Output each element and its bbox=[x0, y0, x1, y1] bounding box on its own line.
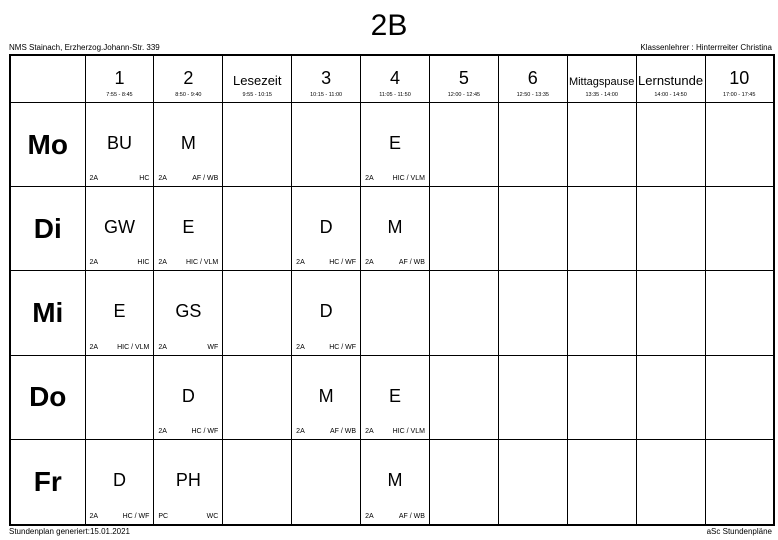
period-time: 13:35 - 14:00 bbox=[585, 92, 618, 98]
timetable-cell bbox=[154, 439, 223, 525]
period-header bbox=[705, 55, 774, 103]
period-header bbox=[154, 55, 223, 103]
lesson-subject: E bbox=[389, 385, 402, 406]
timetable-cell bbox=[636, 103, 705, 187]
day-label: Fr bbox=[10, 439, 85, 525]
lesson-class: 2A bbox=[158, 259, 167, 267]
lesson-teacher: HC bbox=[139, 175, 150, 183]
lesson-card bbox=[361, 187, 429, 270]
timetable-cell bbox=[429, 103, 498, 187]
day-label: Mo bbox=[10, 103, 85, 187]
lesson-teacher: WF bbox=[207, 343, 219, 351]
period-label: Lernstunde bbox=[638, 73, 704, 88]
day-row bbox=[10, 271, 774, 355]
lesson-card bbox=[292, 356, 360, 439]
lesson-subject: PH bbox=[175, 469, 201, 490]
timetable-cell bbox=[498, 271, 567, 355]
timetable-cell bbox=[429, 271, 498, 355]
lesson-subject: BU bbox=[106, 133, 132, 153]
lesson-teacher: HC / WF bbox=[191, 427, 219, 435]
day-label: Mi bbox=[10, 271, 85, 355]
lesson-subject: M bbox=[387, 469, 403, 490]
timetable-cell bbox=[636, 355, 705, 439]
lesson-card bbox=[154, 187, 222, 270]
lesson-card bbox=[154, 271, 222, 354]
school-address: NMS Stainach, Erzherzog.Johann-Str. 339 bbox=[9, 43, 160, 52]
timetable-cell bbox=[292, 271, 361, 355]
period-header bbox=[498, 55, 567, 103]
period-time: 7:55 - 8:45 bbox=[106, 92, 133, 98]
day-row bbox=[10, 439, 774, 525]
lesson-class: 2A bbox=[89, 513, 99, 520]
timetable-cell bbox=[567, 271, 636, 355]
timetable-cell bbox=[154, 355, 223, 439]
lesson-teacher: HIC / VLM bbox=[117, 343, 150, 351]
timetable-cell bbox=[85, 271, 154, 355]
lesson-class: 2A bbox=[89, 175, 99, 183]
lesson-class: 2A bbox=[365, 427, 374, 435]
timetable-cell bbox=[85, 103, 154, 187]
timetable-cell bbox=[429, 355, 498, 439]
timetable-cell bbox=[567, 355, 636, 439]
period-header bbox=[567, 55, 636, 103]
period-time: 12:50 - 13:35 bbox=[516, 92, 549, 98]
timetable-cell bbox=[292, 439, 361, 525]
period-time: 10:15 - 11:00 bbox=[310, 92, 343, 98]
timetable-cell bbox=[636, 439, 705, 525]
timetable-cell bbox=[705, 439, 774, 525]
timetable-cell bbox=[223, 439, 292, 525]
timetable-cell bbox=[223, 271, 292, 355]
lesson-teacher: HC / WF bbox=[122, 513, 150, 520]
lesson-teacher: WC bbox=[206, 513, 219, 520]
day-row bbox=[10, 187, 774, 271]
lesson-class: 2A bbox=[296, 343, 305, 351]
timetable-cell bbox=[636, 187, 705, 271]
day-label: Di bbox=[10, 187, 85, 271]
timetable-grid bbox=[9, 54, 775, 526]
timetable-cell bbox=[85, 439, 154, 525]
lesson-card bbox=[292, 271, 360, 354]
period-label: 3 bbox=[321, 68, 332, 88]
lesson-subject: E bbox=[182, 217, 195, 238]
timetable-title: 2B bbox=[370, 9, 408, 42]
period-header bbox=[636, 55, 705, 103]
timetable-cell bbox=[705, 271, 774, 355]
period-time: 12:00 - 12:45 bbox=[447, 92, 481, 98]
period-label: Lesezeit bbox=[233, 73, 282, 88]
lesson-subject: GW bbox=[103, 217, 135, 238]
lesson-subject: M bbox=[387, 217, 403, 238]
lesson-teacher: AF / WB bbox=[330, 427, 357, 435]
timetable-cell bbox=[429, 439, 498, 525]
lesson-card bbox=[154, 103, 222, 186]
period-header bbox=[429, 55, 498, 103]
timetable-cell bbox=[567, 439, 636, 525]
timetable-cell bbox=[498, 355, 567, 439]
period-label: 5 bbox=[458, 68, 469, 88]
day-row bbox=[10, 355, 774, 439]
lesson-card bbox=[292, 187, 360, 270]
day-label: Do bbox=[10, 355, 85, 439]
lesson-card bbox=[361, 440, 429, 524]
timetable-cell bbox=[361, 355, 430, 439]
lesson-class: 2A bbox=[296, 259, 305, 267]
timetable-cell bbox=[361, 271, 430, 355]
timetable-cell bbox=[223, 187, 292, 271]
lesson-subject: M bbox=[180, 133, 196, 153]
period-time: 9:55 - 10:15 bbox=[242, 92, 272, 98]
timetable-cell bbox=[705, 103, 774, 187]
timetable-cell bbox=[705, 187, 774, 271]
lesson-subject: M bbox=[318, 385, 334, 406]
lesson-subject: E bbox=[113, 301, 126, 322]
period-label: 6 bbox=[527, 68, 538, 88]
lesson-class: 2A bbox=[158, 343, 167, 351]
software-credit: aSc Stundenpläne bbox=[706, 527, 772, 536]
period-time: 17:00 - 17:45 bbox=[723, 92, 756, 98]
class-teacher: Klassenlehrer : Hinterrreiter Christina bbox=[640, 43, 772, 52]
lesson-teacher: AF / WB bbox=[192, 175, 219, 183]
lesson-subject: D bbox=[181, 385, 195, 406]
period-label: Mittagspause bbox=[568, 76, 635, 88]
timetable-cell bbox=[223, 355, 292, 439]
lesson-subject: D bbox=[319, 217, 333, 238]
lesson-subject: D bbox=[112, 469, 126, 490]
period-time: 11:05 - 11:50 bbox=[379, 92, 411, 98]
lesson-class: 2A bbox=[296, 427, 305, 435]
lesson-teacher: HIC / VLM bbox=[185, 259, 219, 267]
timetable-cell bbox=[154, 103, 223, 187]
timetable-cell bbox=[361, 439, 430, 525]
lesson-card bbox=[86, 187, 154, 270]
period-header bbox=[223, 55, 292, 103]
lesson-card bbox=[86, 440, 154, 524]
period-time: 8:50 - 9:40 bbox=[175, 92, 202, 98]
lesson-class: 2A bbox=[365, 513, 374, 520]
timetable-cell bbox=[292, 187, 361, 271]
lesson-card bbox=[86, 103, 154, 186]
lesson-class: 2A bbox=[365, 259, 374, 267]
lesson-teacher: HC / WF bbox=[329, 259, 357, 267]
lesson-subject: E bbox=[389, 133, 402, 153]
period-header-row bbox=[10, 55, 774, 103]
timetable-cell bbox=[85, 187, 154, 271]
period-header bbox=[361, 55, 430, 103]
lesson-teacher: HC / WF bbox=[329, 343, 357, 351]
lesson-card bbox=[154, 356, 222, 439]
timetable-cell bbox=[567, 103, 636, 187]
timetable-cell bbox=[154, 187, 223, 271]
timetable-cell bbox=[636, 271, 705, 355]
lesson-class: PC bbox=[158, 513, 169, 520]
timetable-cell bbox=[429, 187, 498, 271]
period-time: 14:00 - 14:50 bbox=[654, 92, 687, 98]
lesson-subject: GS bbox=[175, 301, 202, 322]
lesson-teacher: AF / WB bbox=[398, 259, 425, 267]
timetable-cell bbox=[498, 187, 567, 271]
period-label: 10 bbox=[729, 68, 750, 88]
timetable-cell bbox=[154, 271, 223, 355]
timetable-cell bbox=[85, 355, 154, 439]
lesson-class: 2A bbox=[365, 175, 374, 183]
period-header bbox=[292, 55, 361, 103]
period-header bbox=[85, 55, 154, 103]
period-label: 2 bbox=[183, 68, 194, 88]
lesson-class: 2A bbox=[89, 343, 99, 351]
day-row bbox=[10, 103, 774, 187]
timetable-cell bbox=[498, 439, 567, 525]
timetable-cell bbox=[361, 187, 430, 271]
lesson-subject: D bbox=[319, 301, 333, 322]
timetable-cell bbox=[223, 103, 292, 187]
lesson-teacher: HIC bbox=[137, 259, 150, 267]
lesson-teacher: HIC / VLM bbox=[392, 175, 425, 183]
lesson-card bbox=[361, 103, 429, 186]
lesson-card bbox=[361, 356, 429, 439]
timetable-cell bbox=[567, 187, 636, 271]
period-label: 4 bbox=[390, 68, 401, 88]
timetable-cell bbox=[292, 103, 361, 187]
lesson-class: 2A bbox=[158, 175, 167, 183]
lesson-class: 2A bbox=[89, 259, 99, 267]
lesson-class: 2A bbox=[158, 427, 167, 435]
timetable-cell bbox=[705, 355, 774, 439]
lesson-teacher: AF / WB bbox=[398, 513, 425, 520]
period-label: 1 bbox=[114, 68, 125, 88]
timetable-cell bbox=[292, 355, 361, 439]
lesson-card bbox=[154, 440, 222, 524]
lesson-card bbox=[86, 271, 154, 354]
timetable-cell bbox=[361, 103, 430, 187]
lesson-teacher: HIC / VLM bbox=[392, 427, 425, 435]
corner-cell bbox=[10, 55, 85, 103]
generated-date: Stundenplan generiert:15.01.2021 bbox=[9, 527, 130, 536]
timetable-cell bbox=[498, 103, 567, 187]
